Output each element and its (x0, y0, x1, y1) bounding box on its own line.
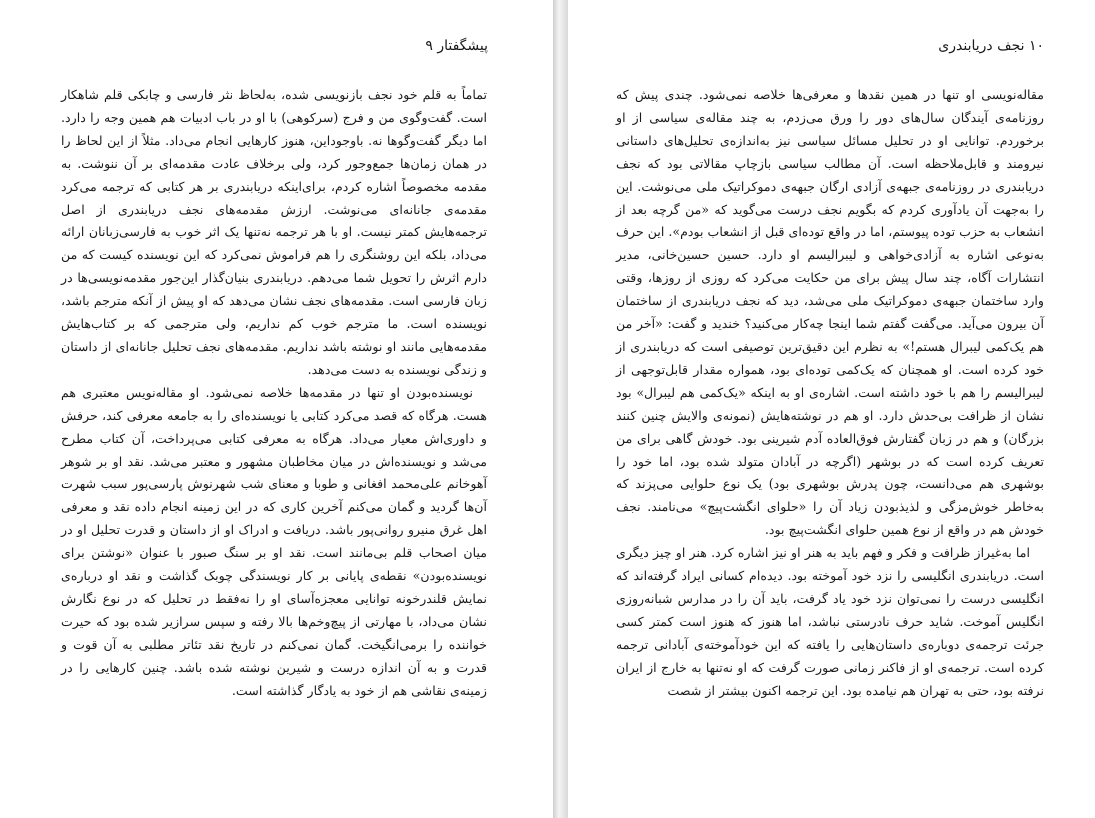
right-page (568, 0, 1095, 818)
paragraph: مقاله‌نویسی او تنها در همین نقدها و معرفی‌ها خلاصه نمی‌شود. چندی پیش که روزنامه‌ی آیندگان سال‌های دور را ورق می‌زدم، به چند مقاله‌ی سیاسی از او برخوردم. توانایی او در تحلیل مسائل سیاسی نیز به‌اندازه‌ی تحلیل‌های داستانی نیرومند و قابل‌ملاحظه است. آن مطالب سیاسی بازچاپ مقالاتی بود که نجف دریابندری در روزنامه‌ی جبهه‌ی آزادی ارگان جبهه‌ی دموکراتیک ملی می‌نوشت. این را به‌جهت آن یادآوری کردم که بگویم نجف درست می‌گوید که «من گرچه بعد از انشعاب به حزب توده پیوستم، اما در واقع توده‌ای قبل از انشعاب بودم». این حرف به‌نوعی اشاره به آزادی‌خواهی و لیبرالیسم او دارد. حسین حسین‌خانی، مدیر انتشارات آگاه، چند سال پیش برای من حکایت می‌کرد که روزی از روزها، وقتی وارد ساختمان جبهه‌ی دموکراتیک ملی می‌شد، دید که نجف دریابندری از ساختمان آن بیرون می‌آید. می‌گفت گفتم شما اینجا چه‌کار می‌کنید؟ خندید و گفت: «آخر من هم یک‌کمی لیبرال هستم!» به نظرم این دقیق‌ترین توصیفی است که دریابندری از خود کرده است. او همچنان که یک‌کمی توده‌ای بود، همواره مقدار قابل‌توجهی از لیبرالیسم را هم با خود داشته است. اشاره‌ی او به اینکه «یک‌کمی هم لیبرال» بود نشان از ظرافت بی‌حدش دارد. او هم در نوشته‌هایش (نمونه‌ی والایش چنین کنند بزرگان) و هم در زبان گفتارش فوق‌العاده آدم شیرینی بود. خودش گاهی برای من تعریف کرده است که در بوشهر (اگرچه در آبادان متولد شده بود، اما خود را بوشهری هم می‌دانست، چون پدرش بوشهری بود) یک نوع حلوایی می‌پزند که به‌خاطر خوش‌مزگی و لذیذبودن زیاد آن را «حلوای انگشت‌پیچ» می‌نامند. نجف خودش هم در واقع از نوع همین حلوای انگشت‌پیچ بود. (616, 87, 1044, 538)
paragraph: نویسنده‌بودن او تنها در مقدمه‌ها خلاصه نمی‌شود. او مقاله‌نویس معتبری هم هست. هرگاه که قصد می‌کرد کتابی یا نویسنده‌ای را به جامعه معرفی کند، حرفش و داوری‌اش معیار می‌داد. هرگاه به معرفی کتابی می‌پرداخت، آن کتاب مطرح می‌شد و نویسنده‌اش در میان مخاطبان مشهور و معتبر می‌شد. نقد او بر شوهر آهوخانم علی‌محمد افغانی و طوبا و معنای شب شهرنوش پارسی‌پور سبب شهرت آن‌ها گردید و گمان می‌کنم آخرین کاری که در این زمینه انجام داده نقد و معرفی اهل غرق منیرو روانی‌پور باشد. دریافت و ادراک او از داستان و قدرت تحلیل او در میان اصحاب قلم بی‌مانند است. نقد او بر سنگ صبور با عنوان «نوشتن برای نویسنده‌بودن» نقطه‌ی پایانی بر کار نویسندگی چوبک گذاشت و نقد او درباره‌ی نمایش قلندرخونه توانایی معجزه‌آسای او را نه‌فقط در تحلیل که در نوع نگارش نشان می‌داد، با مهارتی از پیچ‌وخم‌ها بالا رفته و سپس سرازیر شده بود که حیرت خواننده را برمی‌انگیخت. گمان نمی‌کنم در تاریخ نقد تئاتر مطلبی به آن قوت و قدرت و به آن اندازه درست و شیرین نوشته شده باشد. چنین کارهایی را در زمینه‌ی نقاشی هم از خود به یادگار گذاشته است. (61, 384, 487, 698)
page-body (616, 84, 1044, 702)
paragraph: تماماً به قلم خود نجف بازنویسی شده، به‌لحاظ نثر فارسی و چابکی قلم شاهکار است. گفت‌وگوی من و فرج (سرکوهی) با او در باب ادبیات هم همین وجه را دارد. اما دیگر گفت‌وگوها نه. باوجوداین، هنوز کارهایی انجام می‌داد. مثلاً از این لحاظ را در همان زمان‌ها جمع‌وجور کرد، ولی برخلاف عادت مقدمه‌ای بر آن ننوشت. به مقدمه مخصوصاً اشاره کردم، برای‌اینکه دریابندری بر هر کتابی که ترجمه می‌کرد مقدمه‌ی جانانه‌ای می‌نوشت. ارزش مقدمه‌های نجف دریابندری از اصل ترجمه‌هایش کمتر نیست. او با هر ترجمه نه‌تنها یک اثر خوب به فارسی‌زبانان ارائه می‌داد، بلکه این روشنگری را هم فراموش نمی‌کرد که این نویسنده کیست که من دارم اثرش را تحویل شما می‌دهم. دریابندری بنیان‌گذار این‌جور مقدمه‌نویسی‌ها در زبان فارسی است. مقدمه‌های نجف نشان می‌دهد که او پیش از آنکه مترجم باشد، نویسنده است. ما مترجم خوب کم نداریم، ولی مترجمی که بر کتاب‌هایش مقدمه‌هایی مانند او نوشته باشد نداریم. مقدمه‌های نجف تحلیل جانانه‌ای از داستان و زندگی نویسنده به دست می‌دهد. (61, 87, 487, 377)
book-gutter (553, 0, 568, 818)
paragraph: اما به‌غیراز ظرافت و فکر و فهم باید به هنر او نیز اشاره کرد. هنر او چیز دیگری است. دریابندری انگلیسی را نزد خود آموخته بود. دیده‌ام کسانی ایراد گرفته‌اند که انگلیسی درست را نمی‌توان نزد خود یاد گرفت، باید آن را در مدارس شبانه‌روزی انگلیس آموخت. شاید حرف نادرستی نباشد، اما هنوز که هنوز است کمتر کسی جرئت ترجمه‌ی دوباره‌ی داستان‌هایی را یافته که این خودآموخته‌ی آبادانی ترجمه کرده است. ترجمه‌ی او از فاکنر زمانی صورت گرفت که او نه‌تنها به خارج از ایران نرفته بود، حتی به تهران هم نیامده بود. این ترجمه اکنون بیشتر از شصت (616, 545, 1044, 698)
page-body (61, 84, 487, 702)
page-header: پیشگفتار ۹ (425, 38, 488, 54)
page-header: ۱۰ نجف دریابندری (938, 38, 1044, 54)
